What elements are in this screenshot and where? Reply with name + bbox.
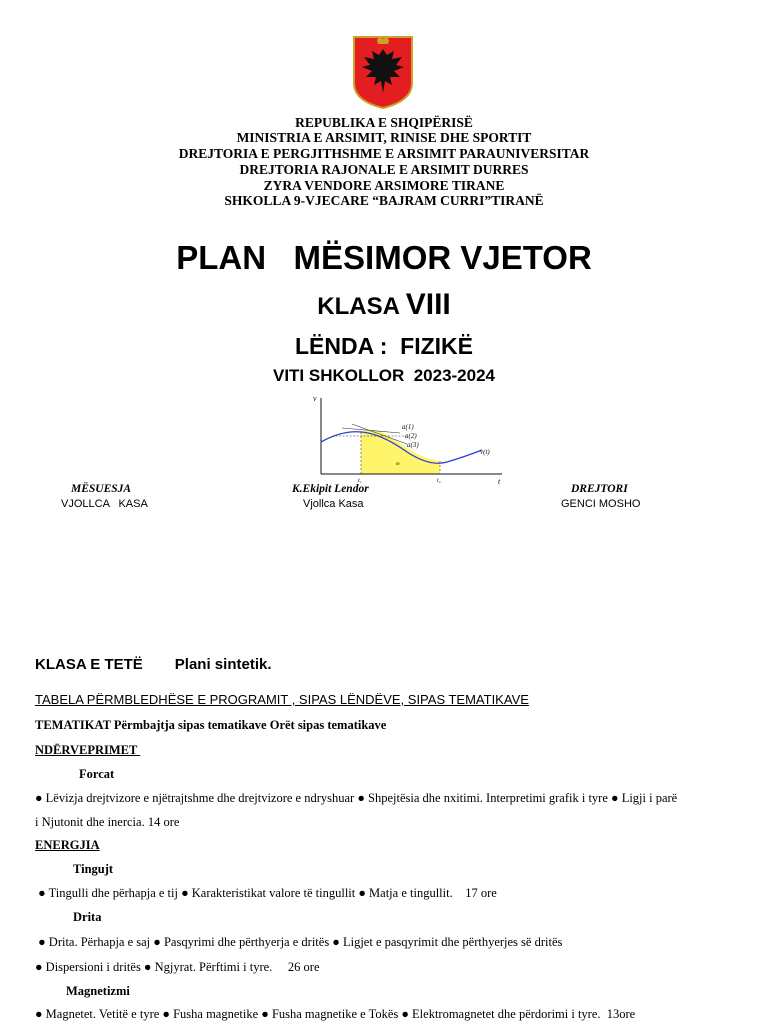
header-line-regional-directorate: DREJTORIA RAJONALE E ARSIMIT DURRES bbox=[239, 162, 529, 177]
forces-content-line-1: ● Lëvizja drejtvizore e njëtrajtshme dhe drejtvizore e ndryshuar ● Shpejtësia dhe nxitimi. Interpretimi grafik i tyre ● Ligji i parë bbox=[35, 791, 678, 805]
section-interactions: NDËRVEPRIMET bbox=[35, 743, 141, 757]
magnetism-content-line: ● Magnetet. Vetitë e tyre ● Fusha magnetike ● Fusha magnetike e Tokës ● Elektromagnetet dhe përdorimi i tyre. 13ore bbox=[35, 1007, 636, 1021]
school-year-title: VITI SHKOLLOR 2023-2024 bbox=[272, 366, 496, 385]
light-content-line-2: ● Dispersioni i dritës ● Ngjyrat. Përftimi i tyre. 26 ore bbox=[35, 960, 320, 974]
program-table-heading: TABELA PËRMBLEDHËSE E PROGRAMIT , SIPAS LËNDËVE, SIPAS TEMATIKAVE bbox=[35, 692, 529, 707]
class-title bbox=[0, 288, 768, 322]
topic-forces: Forcat bbox=[79, 767, 115, 781]
director-name: GENCI MOSHO bbox=[561, 498, 641, 510]
class-heading-text: KLASA E TETË bbox=[35, 656, 143, 673]
topics-rest: Përmbajtja sipas tematikave Orët sipas tematikave bbox=[110, 718, 387, 732]
director-label: DREJTORI bbox=[571, 483, 628, 495]
page-title: PLAN MËSIMOR VJETOR bbox=[176, 239, 592, 276]
topics-line bbox=[35, 717, 386, 733]
topic-sounds: Tingujt bbox=[73, 862, 114, 876]
topic-magnetism: Magnetizmi bbox=[66, 984, 130, 998]
sounds-content-line: ● Tingulli dhe përhapja e tij ● Karakteristikat valore të tingullit ● Matja e tingullit. 17 ore bbox=[35, 886, 497, 900]
graph-vt-label: v(t) bbox=[480, 448, 490, 456]
graph-a1-label: a(1) bbox=[402, 423, 414, 431]
albania-coat-of-arms-emblem bbox=[352, 33, 414, 109]
velocity-time-graph bbox=[312, 392, 512, 486]
graph-t2-label: t₂ bbox=[437, 478, 441, 484]
light-content-line-1: ● Drita. Përhapja e saj ● Pasqyrimi dhe përthyerja e dritës ● Ligjet e pasqyrimit dhe përthyerjes së dritës bbox=[35, 935, 563, 949]
header-line-ministry: MINISTRIA E ARSIMIT, RINISE DHE SPORTIT bbox=[236, 130, 532, 145]
section-energy: ENERGJIA bbox=[35, 838, 100, 852]
class-heading bbox=[35, 656, 272, 673]
forces-content-line-2: i Njutonit dhe inercia. 14 ore bbox=[35, 815, 180, 829]
plan-heading-text: Plani sintetik. bbox=[174, 656, 272, 673]
header-line-school: SHKOLLA 9-VJECARE “BAJRAM CURRI”TIRANË bbox=[224, 193, 544, 208]
header-line-republic: REPUBLIKA E SHQIPËRISË bbox=[295, 115, 473, 130]
class-number: VIII bbox=[405, 288, 451, 321]
graph-v-label: v bbox=[313, 394, 317, 403]
graph-a3-label: a(3) bbox=[407, 441, 419, 449]
graph-t1-label: t₁ bbox=[358, 478, 362, 484]
graph-a2-label: a(2) bbox=[405, 432, 417, 440]
subject-title: LËNDA : FIZIKË bbox=[294, 333, 474, 359]
topic-light: Drita bbox=[73, 910, 102, 924]
graph-t-label: t bbox=[498, 477, 501, 486]
teacher-name: VJOLLCA KASA bbox=[61, 498, 148, 510]
graph-area-label: m bbox=[396, 462, 400, 467]
graph-area-fill bbox=[361, 430, 440, 474]
header-line-local-office: ZYRA VENDORE ARSIMORE TIRANE bbox=[263, 178, 505, 193]
team-head-name: Vjollca Kasa bbox=[303, 498, 364, 510]
class-prefix: KLASA bbox=[317, 293, 406, 320]
team-head-label: K.Ekipit Lendor bbox=[292, 483, 369, 495]
header-line-general-directorate: DREJTORIA E PERGJITHSHME E ARSIMIT PARAUNIVERSITAR bbox=[178, 146, 590, 161]
teacher-label: MËSUESJA bbox=[71, 483, 132, 495]
topics-bold: TEMATIKAT bbox=[35, 718, 111, 732]
